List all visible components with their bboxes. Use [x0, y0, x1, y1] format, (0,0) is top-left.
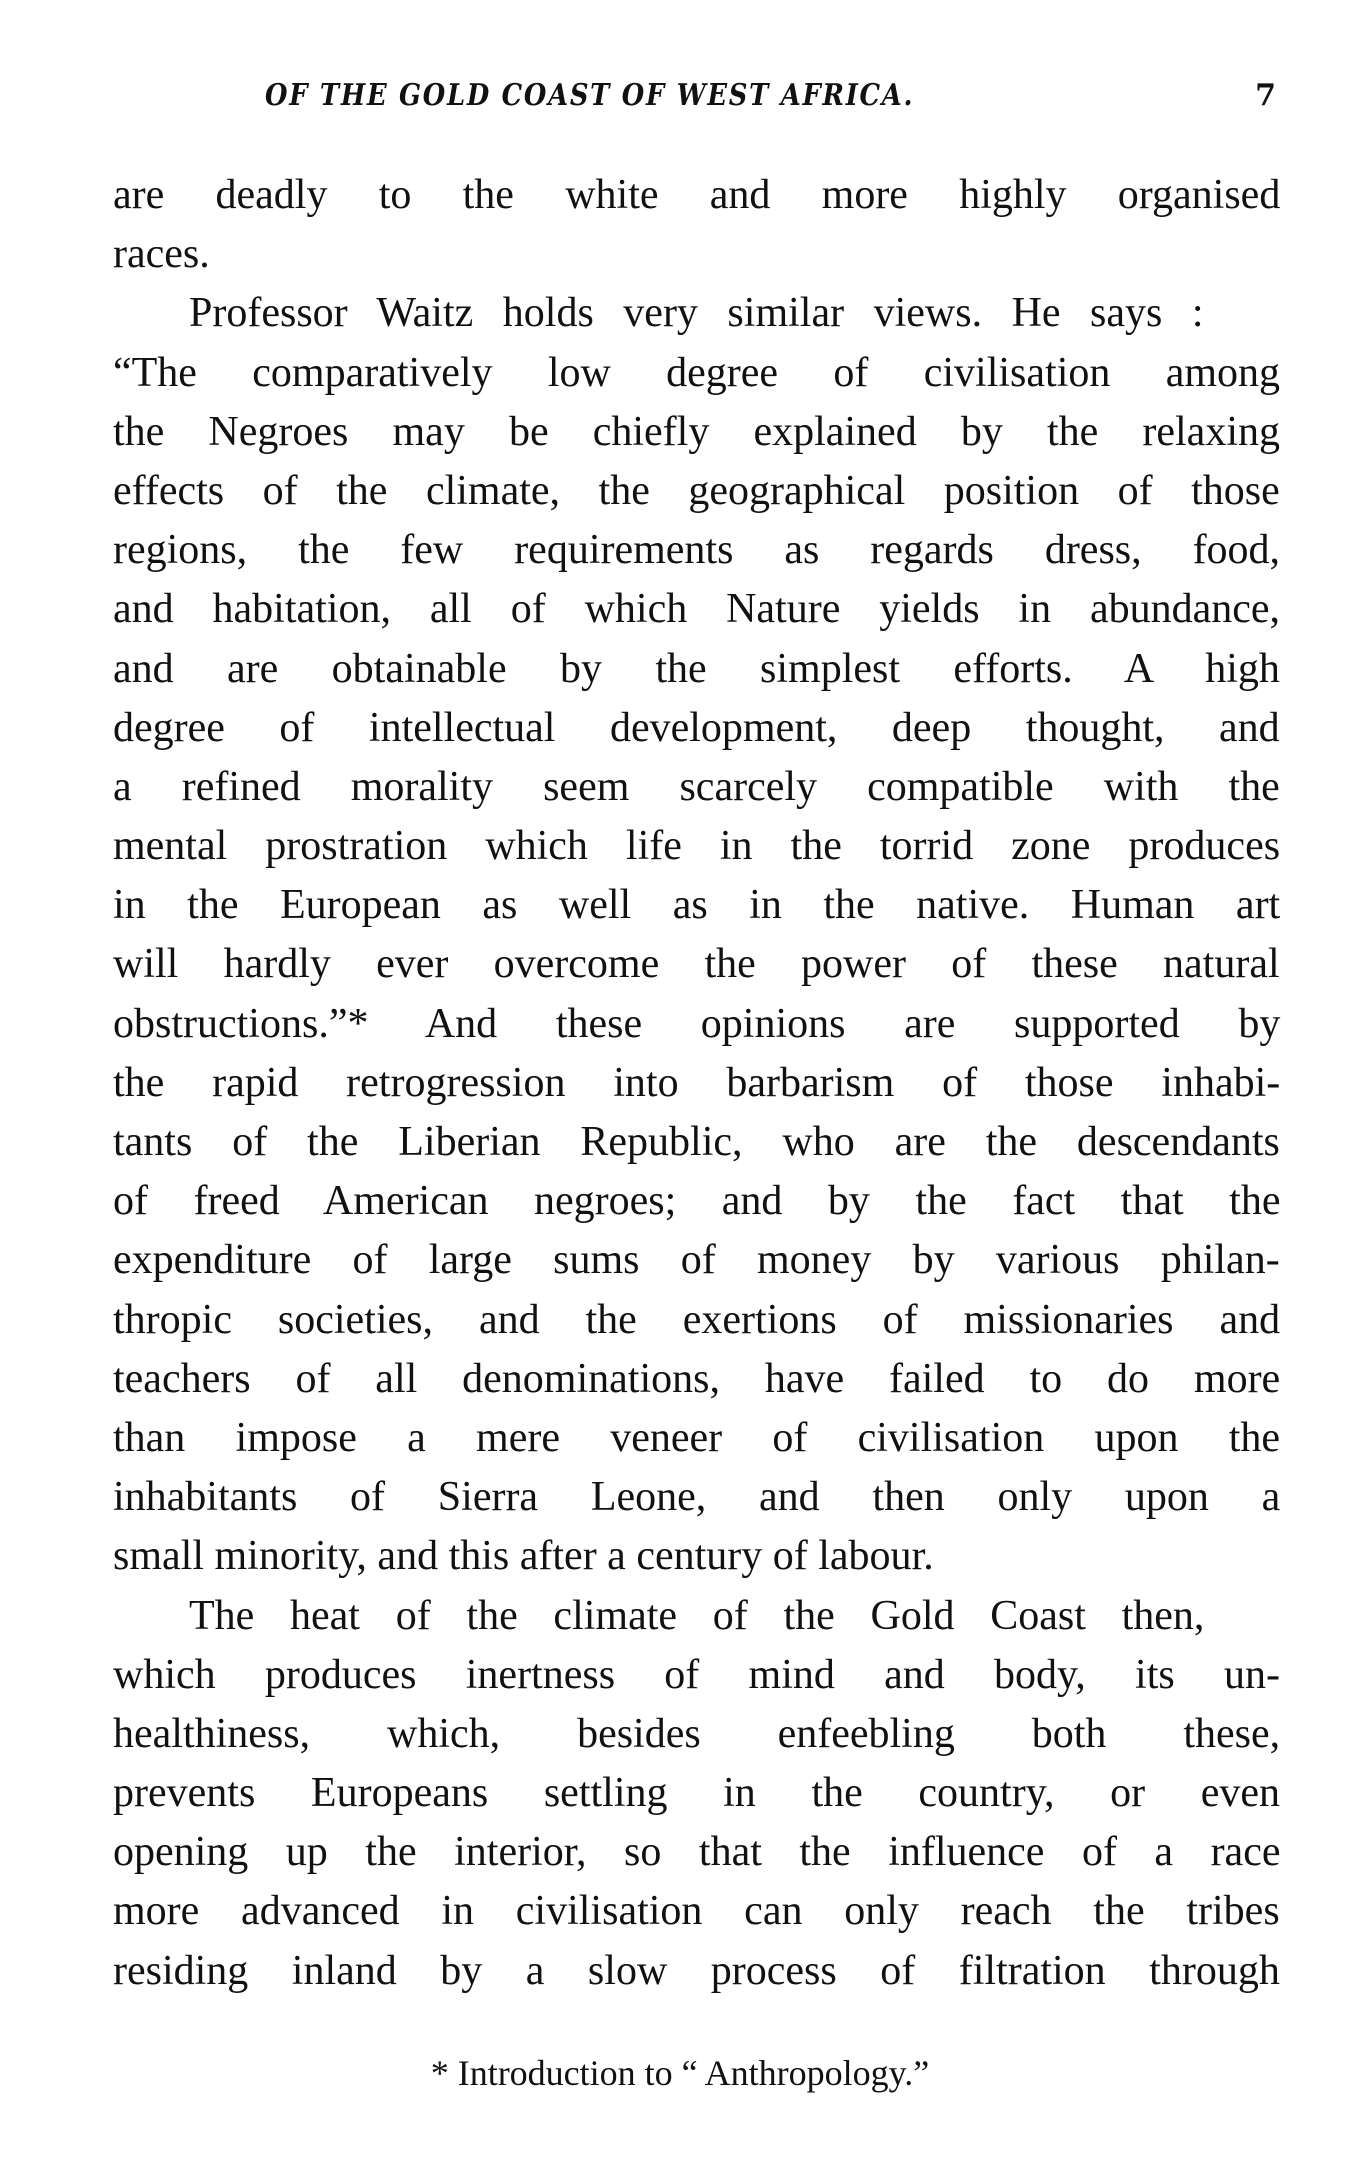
text-line: degree of intellectual development, deep thought, and [113, 704, 1280, 751]
text-line: the rapid retrogression into barbarism of those inhabi- [113, 1059, 1281, 1106]
text-line: opening up the interior, so that the influence of a race [113, 1829, 1281, 1876]
text-line: more advanced in civilisation can only reach the tribes [113, 1888, 1280, 1935]
text-line: will hardly ever overcome the power of these natural [113, 941, 1280, 988]
body-text [113, 166, 1280, 2001]
page-number: 7 [1255, 78, 1278, 113]
text-line: “The comparatively low degree of civilisation among [113, 349, 1281, 396]
text-line: in the European as well as in the native. Human art [113, 882, 1281, 929]
running-head [113, 78, 1280, 122]
text-line: residing inland by a slow process of filtration through [113, 1947, 1280, 1994]
text-line: Professor Waitz holds very similar views. He says : [189, 290, 1204, 337]
text-line: mental prostration which life in the torrid zone produces [113, 823, 1281, 870]
text-line: the Negroes may be chiefly explained by the relaxing [113, 408, 1280, 455]
text-line: a refined morality seem scarcely compatible with the [113, 763, 1280, 810]
footnote: * Introduction to “ Anthropology.” [430, 2053, 930, 2093]
text-line: and are obtainable by the simplest efforts. A high [113, 645, 1280, 692]
text-line: inhabitants of Sierra Leone, and then only upon a [113, 1474, 1281, 1521]
text-line: are deadly to the white and more highly organised [113, 172, 1281, 218]
text-line: thropic societies, and the exertions of missionaries and [113, 1296, 1281, 1343]
text-line: effects of the climate, the geographical position of those [113, 467, 1280, 514]
text-line: teachers of all denominations, have failed to do more [113, 1355, 1281, 1402]
text-line: which produces inertness of mind and body, its un- [113, 1651, 1280, 1698]
text-line: small minority, and this after a century of labour. [113, 1533, 934, 1580]
text-line: of freed American negroes; and by the fact that the [113, 1178, 1281, 1225]
text-line: and habitation, all of which Nature yields in abundance, [113, 586, 1281, 633]
text-line: obstructions.”* And these opinions are supported by [113, 1000, 1281, 1047]
text-line: prevents Europeans settling in the country, or even [113, 1770, 1281, 1817]
text-line: than impose a mere veneer of civilisation upon the [113, 1414, 1281, 1461]
text-line: expenditure of large sums of money by various philan- [113, 1237, 1280, 1284]
running-head-title: OF THE GOLD COAST OF WEST AFRICA. [265, 78, 915, 113]
text-line: races. [113, 231, 210, 278]
text-line: The heat of the climate of the Gold Coast then, [189, 1592, 1205, 1639]
text-line: regions, the few requirements as regards dress, food, [113, 527, 1281, 574]
text-line: healthiness, which, besides enfeebling both these, [113, 1710, 1281, 1757]
text-line: tants of the Liberian Republic, who are the descendants [113, 1119, 1280, 1165]
